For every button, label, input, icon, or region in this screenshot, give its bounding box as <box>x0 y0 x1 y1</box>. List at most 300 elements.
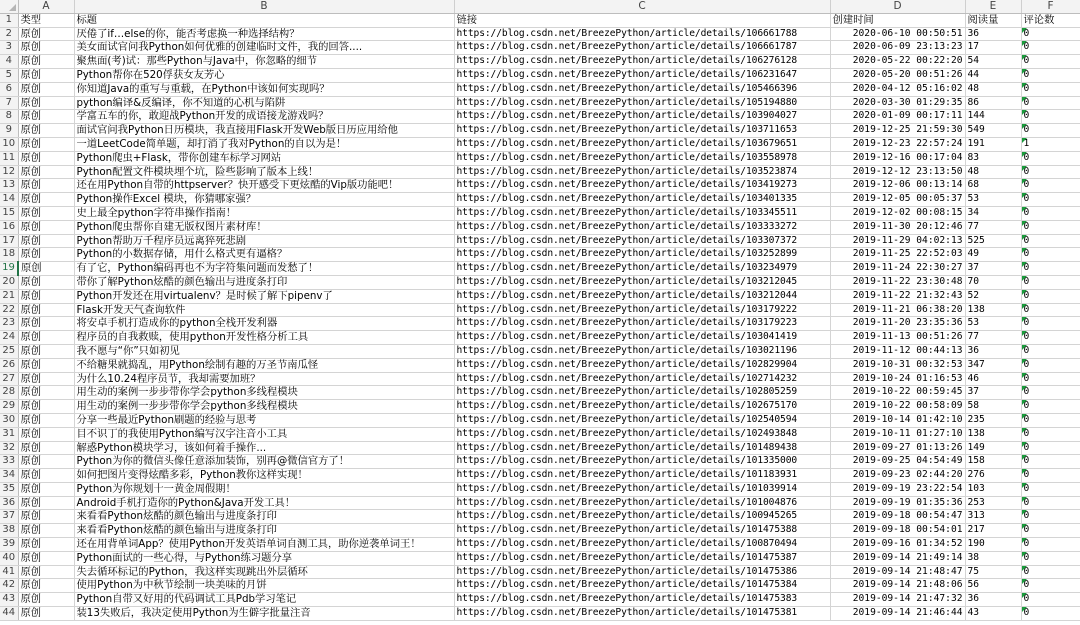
created-time-cell[interactable]: 2019-10-24 01:16:53 <box>830 372 965 386</box>
select-all-corner[interactable] <box>0 0 18 13</box>
read-count-cell[interactable]: 38 <box>965 551 1021 565</box>
created-time-cell[interactable]: 2019-10-22 00:59:45 <box>830 386 965 400</box>
created-time-cell[interactable]: 2019-12-16 00:17:04 <box>830 151 965 165</box>
read-count-cell[interactable]: 235 <box>965 413 1021 427</box>
read-count-cell[interactable]: 138 <box>965 427 1021 441</box>
read-count-cell[interactable]: 77 <box>965 331 1021 345</box>
title-cell[interactable]: 学富五车的你，敢迎战Python开发的成语接龙游戏吗？ <box>74 110 454 124</box>
type-cell[interactable]: 原创 <box>18 344 74 358</box>
link-cell[interactable]: https://blog.csdn.net/BreezePython/article/details/101475381 <box>454 607 830 621</box>
row-number[interactable]: 10 <box>0 137 18 151</box>
read-count-cell[interactable]: 53 <box>965 317 1021 331</box>
comment-count-cell[interactable]: 0 <box>1021 206 1080 220</box>
created-time-cell[interactable]: 2019-09-27 01:13:26 <box>830 441 965 455</box>
link-cell[interactable]: https://blog.csdn.net/BreezePython/article/details/105194880 <box>454 96 830 110</box>
link-cell[interactable]: https://blog.csdn.net/BreezePython/article/details/101335000 <box>454 455 830 469</box>
row-number[interactable]: 40 <box>0 551 18 565</box>
title-cell[interactable]: Python为你规划十一黄金周假期！ <box>74 482 454 496</box>
column-header-a[interactable]: A <box>18 0 74 13</box>
comment-count-cell[interactable]: 0 <box>1021 551 1080 565</box>
type-cell[interactable]: 原创 <box>18 524 74 538</box>
read-count-cell[interactable]: 48 <box>965 165 1021 179</box>
row-number[interactable]: 11 <box>0 151 18 165</box>
type-cell[interactable]: 原创 <box>18 68 74 82</box>
header-cell-title[interactable]: 标题 <box>74 13 454 27</box>
row-number[interactable]: 27 <box>0 372 18 386</box>
type-cell[interactable]: 原创 <box>18 289 74 303</box>
row-number[interactable]: 36 <box>0 496 18 510</box>
read-count-cell[interactable]: 190 <box>965 538 1021 552</box>
row-number[interactable]: 33 <box>0 455 18 469</box>
title-cell[interactable]: Python为你的微信头像任意添加装饰，别再@微信官方了！ <box>74 455 454 469</box>
type-cell[interactable]: 原创 <box>18 275 74 289</box>
title-cell[interactable]: 来看看Python炫酷的颜色输出与进度条打印 <box>74 510 454 524</box>
comment-count-cell[interactable]: 0 <box>1021 55 1080 69</box>
created-time-cell[interactable]: 2019-09-18 00:54:47 <box>830 510 965 524</box>
created-time-cell[interactable]: 2019-09-16 01:34:52 <box>830 538 965 552</box>
type-cell[interactable]: 原创 <box>18 607 74 621</box>
row-number[interactable]: 2 <box>0 27 18 41</box>
created-time-cell[interactable]: 2019-10-31 00:32:53 <box>830 358 965 372</box>
row-number[interactable]: 12 <box>0 165 18 179</box>
type-cell[interactable]: 原创 <box>18 55 74 69</box>
read-count-cell[interactable]: 525 <box>965 234 1021 248</box>
title-cell[interactable]: 来看看Python炫酷的颜色输出与进度条打印 <box>74 524 454 538</box>
row-number[interactable]: 44 <box>0 607 18 621</box>
read-count-cell[interactable]: 75 <box>965 565 1021 579</box>
comment-count-cell[interactable]: 0 <box>1021 538 1080 552</box>
read-count-cell[interactable]: 313 <box>965 510 1021 524</box>
title-cell[interactable]: 带你了解Python炫酷的颜色输出与进度条打印 <box>74 275 454 289</box>
title-cell[interactable]: Python爬虫帮你自建无版权图片素材库！ <box>74 220 454 234</box>
title-cell[interactable]: 解惑Python模块学习，该如何着手操作... <box>74 441 454 455</box>
link-cell[interactable]: https://blog.csdn.net/BreezePython/article/details/101475387 <box>454 551 830 565</box>
comment-count-cell[interactable]: 0 <box>1021 441 1080 455</box>
link-cell[interactable]: https://blog.csdn.net/BreezePython/article/details/105466396 <box>454 82 830 96</box>
comment-count-cell[interactable]: 0 <box>1021 386 1080 400</box>
type-cell[interactable]: 原创 <box>18 234 74 248</box>
created-time-cell[interactable]: 2020-03-30 01:29:35 <box>830 96 965 110</box>
link-cell[interactable]: https://blog.csdn.net/BreezePython/article/details/102714232 <box>454 372 830 386</box>
created-time-cell[interactable]: 2019-09-14 21:48:06 <box>830 579 965 593</box>
link-cell[interactable]: https://blog.csdn.net/BreezePython/article/details/103711653 <box>454 124 830 138</box>
created-time-cell[interactable]: 2020-01-09 00:17:11 <box>830 110 965 124</box>
title-cell[interactable]: 有了它，Python编码再也不为字符集问题而发愁了！ <box>74 262 454 276</box>
read-count-cell[interactable]: 43 <box>965 607 1021 621</box>
comment-count-cell[interactable]: 0 <box>1021 331 1080 345</box>
type-cell[interactable]: 原创 <box>18 151 74 165</box>
created-time-cell[interactable]: 2019-11-22 23:30:48 <box>830 275 965 289</box>
comment-count-cell[interactable]: 0 <box>1021 413 1080 427</box>
row-number[interactable]: 15 <box>0 206 18 220</box>
created-time-cell[interactable]: 2019-09-19 01:35:36 <box>830 496 965 510</box>
row-number[interactable]: 29 <box>0 400 18 414</box>
type-cell[interactable]: 原创 <box>18 551 74 565</box>
created-time-cell[interactable]: 2019-12-06 00:13:14 <box>830 179 965 193</box>
created-time-cell[interactable]: 2020-06-10 00:50:51 <box>830 27 965 41</box>
header-cell-created-time[interactable]: 创建时间 <box>830 13 965 27</box>
comment-count-cell[interactable]: 0 <box>1021 262 1080 276</box>
comment-count-cell[interactable]: 0 <box>1021 427 1080 441</box>
row-number[interactable]: 42 <box>0 579 18 593</box>
type-cell[interactable]: 原创 <box>18 372 74 386</box>
row-number[interactable]: 21 <box>0 289 18 303</box>
type-cell[interactable]: 原创 <box>18 262 74 276</box>
comment-count-cell[interactable]: 0 <box>1021 496 1080 510</box>
created-time-cell[interactable]: 2020-05-22 00:22:20 <box>830 55 965 69</box>
read-count-cell[interactable]: 158 <box>965 455 1021 469</box>
row-number[interactable]: 14 <box>0 193 18 207</box>
type-cell[interactable]: 原创 <box>18 303 74 317</box>
row-number[interactable]: 41 <box>0 565 18 579</box>
row-number[interactable]: 23 <box>0 317 18 331</box>
type-cell[interactable]: 原创 <box>18 165 74 179</box>
link-cell[interactable]: https://blog.csdn.net/BreezePython/article/details/103333272 <box>454 220 830 234</box>
type-cell[interactable]: 原创 <box>18 206 74 220</box>
type-cell[interactable]: 原创 <box>18 496 74 510</box>
link-cell[interactable]: https://blog.csdn.net/BreezePython/article/details/103234979 <box>454 262 830 276</box>
type-cell[interactable]: 原创 <box>18 386 74 400</box>
title-cell[interactable]: 分享一些最近Python刷题的经验与思考 <box>74 413 454 427</box>
created-time-cell[interactable]: 2019-09-19 23:22:54 <box>830 482 965 496</box>
read-count-cell[interactable]: 77 <box>965 220 1021 234</box>
title-cell[interactable]: 一道LeetCode简单题，却打消了我对Python的自以为是！ <box>74 137 454 151</box>
type-cell[interactable]: 原创 <box>18 455 74 469</box>
comment-count-cell[interactable]: 0 <box>1021 400 1080 414</box>
row-number[interactable]: 18 <box>0 248 18 262</box>
link-cell[interactable]: https://blog.csdn.net/BreezePython/article/details/100945265 <box>454 510 830 524</box>
row-number[interactable]: 22 <box>0 303 18 317</box>
row-number[interactable]: 4 <box>0 55 18 69</box>
row-number[interactable]: 43 <box>0 593 18 607</box>
read-count-cell[interactable]: 103 <box>965 482 1021 496</box>
type-cell[interactable]: 原创 <box>18 469 74 483</box>
title-cell[interactable]: 程序员的自我救赎，使用python开发性格分析工具 <box>74 331 454 345</box>
link-cell[interactable]: https://blog.csdn.net/BreezePython/article/details/103904027 <box>454 110 830 124</box>
type-cell[interactable]: 原创 <box>18 317 74 331</box>
read-count-cell[interactable]: 138 <box>965 303 1021 317</box>
read-count-cell[interactable]: 52 <box>965 289 1021 303</box>
comment-count-cell[interactable]: 0 <box>1021 68 1080 82</box>
link-cell[interactable]: https://blog.csdn.net/BreezePython/article/details/101475386 <box>454 565 830 579</box>
type-cell[interactable]: 原创 <box>18 41 74 55</box>
created-time-cell[interactable]: 2020-05-20 00:51:26 <box>830 68 965 82</box>
comment-count-cell[interactable]: 0 <box>1021 234 1080 248</box>
comment-count-cell[interactable]: 0 <box>1021 124 1080 138</box>
comment-count-cell[interactable]: 0 <box>1021 41 1080 55</box>
read-count-cell[interactable]: 68 <box>965 179 1021 193</box>
link-cell[interactable]: https://blog.csdn.net/BreezePython/article/details/106661788 <box>454 27 830 41</box>
created-time-cell[interactable]: 2019-11-21 06:38:20 <box>830 303 965 317</box>
link-cell[interactable]: https://blog.csdn.net/BreezePython/article/details/102829904 <box>454 358 830 372</box>
link-cell[interactable]: https://blog.csdn.net/BreezePython/article/details/106231647 <box>454 68 830 82</box>
created-time-cell[interactable]: 2020-06-09 23:13:23 <box>830 41 965 55</box>
link-cell[interactable]: https://blog.csdn.net/BreezePython/article/details/101039914 <box>454 482 830 496</box>
comment-count-cell[interactable]: 1 <box>1021 137 1080 151</box>
link-cell[interactable]: https://blog.csdn.net/BreezePython/article/details/101183931 <box>454 469 830 483</box>
column-header-c[interactable]: C <box>454 0 830 13</box>
title-cell[interactable]: Python面试的一些心得，与Python练习题分享 <box>74 551 454 565</box>
link-cell[interactable]: https://blog.csdn.net/BreezePython/article/details/103212044 <box>454 289 830 303</box>
read-count-cell[interactable]: 347 <box>965 358 1021 372</box>
title-cell[interactable]: 用生动的案例一步步带你学会python多线程模块 <box>74 386 454 400</box>
type-cell[interactable]: 原创 <box>18 82 74 96</box>
link-cell[interactable]: https://blog.csdn.net/BreezePython/article/details/103179222 <box>454 303 830 317</box>
title-cell[interactable]: 不给糖果就捣乱，用Python绘制有趣的万圣节南瓜怪 <box>74 358 454 372</box>
created-time-cell[interactable]: 2019-11-30 20:12:46 <box>830 220 965 234</box>
type-cell[interactable]: 原创 <box>18 400 74 414</box>
link-cell[interactable]: https://blog.csdn.net/BreezePython/article/details/101475384 <box>454 579 830 593</box>
comment-count-cell[interactable]: 0 <box>1021 524 1080 538</box>
created-time-cell[interactable]: 2019-12-12 23:13:50 <box>830 165 965 179</box>
column-header-e[interactable]: E <box>965 0 1021 13</box>
read-count-cell[interactable]: 36 <box>965 27 1021 41</box>
comment-count-cell[interactable]: 0 <box>1021 358 1080 372</box>
type-cell[interactable]: 原创 <box>18 565 74 579</box>
created-time-cell[interactable]: 2019-09-25 04:54:49 <box>830 455 965 469</box>
created-time-cell[interactable]: 2019-09-14 21:49:14 <box>830 551 965 565</box>
link-cell[interactable]: https://blog.csdn.net/BreezePython/article/details/102805259 <box>454 386 830 400</box>
created-time-cell[interactable]: 2019-11-29 04:02:13 <box>830 234 965 248</box>
title-cell[interactable]: Python帮助万千程序员远离猝死悲剧 <box>74 234 454 248</box>
row-number[interactable]: 7 <box>0 96 18 110</box>
row-number[interactable]: 38 <box>0 524 18 538</box>
type-cell[interactable]: 原创 <box>18 193 74 207</box>
title-cell[interactable]: Flask开发天气查询软件 <box>74 303 454 317</box>
type-cell[interactable]: 原创 <box>18 27 74 41</box>
type-cell[interactable]: 原创 <box>18 124 74 138</box>
read-count-cell[interactable]: 44 <box>965 68 1021 82</box>
type-cell[interactable]: 原创 <box>18 441 74 455</box>
created-time-cell[interactable]: 2019-12-25 21:59:30 <box>830 124 965 138</box>
column-header-d[interactable]: D <box>830 0 965 13</box>
row-number[interactable]: 17 <box>0 234 18 248</box>
type-cell[interactable]: 原创 <box>18 331 74 345</box>
read-count-cell[interactable]: 149 <box>965 441 1021 455</box>
read-count-cell[interactable]: 86 <box>965 96 1021 110</box>
title-cell[interactable]: 如何把图片变得炫酷多彩，Python教你这样实现！ <box>74 469 454 483</box>
header-cell-link[interactable]: 链接 <box>454 13 830 27</box>
comment-count-cell[interactable]: 0 <box>1021 482 1080 496</box>
link-cell[interactable]: https://blog.csdn.net/BreezePython/article/details/101475388 <box>454 524 830 538</box>
title-cell[interactable]: Python爬虫+Flask，带你创建车标学习网站 <box>74 151 454 165</box>
created-time-cell[interactable]: 2019-10-22 00:58:09 <box>830 400 965 414</box>
link-cell[interactable]: https://blog.csdn.net/BreezePython/article/details/100870494 <box>454 538 830 552</box>
link-cell[interactable]: https://blog.csdn.net/BreezePython/article/details/103419273 <box>454 179 830 193</box>
row-number[interactable]: 31 <box>0 427 18 441</box>
link-cell[interactable]: https://blog.csdn.net/BreezePython/article/details/103523874 <box>454 165 830 179</box>
title-cell[interactable]: 装13失败后，我决定使用Python为生僻字批量注音 <box>74 607 454 621</box>
read-count-cell[interactable]: 191 <box>965 137 1021 151</box>
read-count-cell[interactable]: 54 <box>965 55 1021 69</box>
type-cell[interactable]: 原创 <box>18 96 74 110</box>
row-number[interactable]: 28 <box>0 386 18 400</box>
title-cell[interactable]: 目不识丁的我使用Python编写汉字注音小工具 <box>74 427 454 441</box>
title-cell[interactable]: Python的小数据存储，用什么格式更有逼格？ <box>74 248 454 262</box>
title-cell[interactable]: 聚焦面(考)试：那些Python与Java中，你忽略的细节 <box>74 55 454 69</box>
comment-count-cell[interactable]: 0 <box>1021 275 1080 289</box>
row-number[interactable]: 37 <box>0 510 18 524</box>
link-cell[interactable]: https://blog.csdn.net/BreezePython/article/details/103252899 <box>454 248 830 262</box>
title-cell[interactable]: python编译&反编译，你不知道的心机与陷阱 <box>74 96 454 110</box>
link-cell[interactable]: https://blog.csdn.net/BreezePython/article/details/103679651 <box>454 137 830 151</box>
comment-count-cell[interactable]: 0 <box>1021 96 1080 110</box>
comment-count-cell[interactable]: 0 <box>1021 220 1080 234</box>
row-number[interactable]: 34 <box>0 469 18 483</box>
read-count-cell[interactable]: 36 <box>965 593 1021 607</box>
row-number[interactable]: 24 <box>0 331 18 345</box>
title-cell[interactable]: 你知道Java的重写与重载，在Python中该如何实现吗？ <box>74 82 454 96</box>
read-count-cell[interactable]: 217 <box>965 524 1021 538</box>
comment-count-cell[interactable]: 0 <box>1021 344 1080 358</box>
row-number[interactable]: 20 <box>0 275 18 289</box>
title-cell[interactable]: 为什么10.24程序员节，我却需要加班？ <box>74 372 454 386</box>
comment-count-cell[interactable]: 0 <box>1021 110 1080 124</box>
title-cell[interactable]: 还在用背单词App？使用Python开发英语单词自测工具，助你逆袭单词王！ <box>74 538 454 552</box>
link-cell[interactable]: https://blog.csdn.net/BreezePython/article/details/101004876 <box>454 496 830 510</box>
comment-count-cell[interactable]: 0 <box>1021 510 1080 524</box>
title-cell[interactable]: 将安卓手机打造成你的python全栈开发利器 <box>74 317 454 331</box>
title-cell[interactable]: Python配置文件模块埋个坑，险些影响了版本上线！ <box>74 165 454 179</box>
read-count-cell[interactable]: 58 <box>965 400 1021 414</box>
link-cell[interactable]: https://blog.csdn.net/BreezePython/article/details/103307372 <box>454 234 830 248</box>
type-cell[interactable]: 原创 <box>18 427 74 441</box>
created-time-cell[interactable]: 2019-09-14 21:46:44 <box>830 607 965 621</box>
type-cell[interactable]: 原创 <box>18 593 74 607</box>
read-count-cell[interactable]: 253 <box>965 496 1021 510</box>
read-count-cell[interactable]: 48 <box>965 82 1021 96</box>
comment-count-cell[interactable]: 0 <box>1021 593 1080 607</box>
created-time-cell[interactable]: 2019-09-23 02:44:20 <box>830 469 965 483</box>
created-time-cell[interactable]: 2019-12-05 00:05:37 <box>830 193 965 207</box>
link-cell[interactable]: https://blog.csdn.net/BreezePython/article/details/101489438 <box>454 441 830 455</box>
comment-count-cell[interactable]: 0 <box>1021 579 1080 593</box>
read-count-cell[interactable]: 37 <box>965 386 1021 400</box>
link-cell[interactable]: https://blog.csdn.net/BreezePython/article/details/106276128 <box>454 55 830 69</box>
link-cell[interactable]: https://blog.csdn.net/BreezePython/article/details/103401335 <box>454 193 830 207</box>
created-time-cell[interactable]: 2019-09-14 21:48:47 <box>830 565 965 579</box>
comment-count-cell[interactable]: 0 <box>1021 317 1080 331</box>
row-number[interactable]: 35 <box>0 482 18 496</box>
created-time-cell[interactable]: 2019-10-14 01:42:10 <box>830 413 965 427</box>
row-number[interactable]: 30 <box>0 413 18 427</box>
comment-count-cell[interactable]: 0 <box>1021 289 1080 303</box>
read-count-cell[interactable]: 549 <box>965 124 1021 138</box>
title-cell[interactable]: 用生动的案例一步步带你学会python多线程模块 <box>74 400 454 414</box>
link-cell[interactable]: https://blog.csdn.net/BreezePython/article/details/102675170 <box>454 400 830 414</box>
read-count-cell[interactable]: 49 <box>965 248 1021 262</box>
created-time-cell[interactable]: 2019-11-13 00:51:26 <box>830 331 965 345</box>
title-cell[interactable]: Python自带又好用的代码调试工具Pdb学习笔记 <box>74 593 454 607</box>
row-number[interactable]: 39 <box>0 538 18 552</box>
created-time-cell[interactable]: 2019-12-02 00:08:15 <box>830 206 965 220</box>
link-cell[interactable]: https://blog.csdn.net/BreezePython/article/details/103021196 <box>454 344 830 358</box>
row-number[interactable]: 8 <box>0 110 18 124</box>
row-number[interactable]: 32 <box>0 441 18 455</box>
row-number[interactable]: 6 <box>0 82 18 96</box>
type-cell[interactable]: 原创 <box>18 510 74 524</box>
link-cell[interactable]: https://blog.csdn.net/BreezePython/article/details/102540594 <box>454 413 830 427</box>
comment-count-cell[interactable]: 0 <box>1021 151 1080 165</box>
comment-count-cell[interactable]: 0 <box>1021 303 1080 317</box>
type-cell[interactable]: 原创 <box>18 137 74 151</box>
read-count-cell[interactable]: 70 <box>965 275 1021 289</box>
title-cell[interactable]: 史上最全python字符串操作指南！ <box>74 206 454 220</box>
created-time-cell[interactable]: 2019-11-12 00:44:13 <box>830 344 965 358</box>
created-time-cell[interactable]: 2019-09-14 21:47:32 <box>830 593 965 607</box>
link-cell[interactable]: https://blog.csdn.net/BreezePython/article/details/103212045 <box>454 275 830 289</box>
created-time-cell[interactable]: 2019-12-23 22:57:24 <box>830 137 965 151</box>
comment-count-cell[interactable]: 0 <box>1021 248 1080 262</box>
link-cell[interactable]: https://blog.csdn.net/BreezePython/article/details/103179223 <box>454 317 830 331</box>
comment-count-cell[interactable]: 0 <box>1021 372 1080 386</box>
created-time-cell[interactable]: 2019-11-20 23:35:36 <box>830 317 965 331</box>
read-count-cell[interactable]: 46 <box>965 372 1021 386</box>
column-header-f[interactable]: F <box>1021 0 1080 13</box>
comment-count-cell[interactable]: 0 <box>1021 82 1080 96</box>
type-cell[interactable]: 原创 <box>18 110 74 124</box>
row-number[interactable]: 3 <box>0 41 18 55</box>
read-count-cell[interactable]: 56 <box>965 579 1021 593</box>
link-cell[interactable]: https://blog.csdn.net/BreezePython/article/details/103558978 <box>454 151 830 165</box>
type-cell[interactable]: 原创 <box>18 179 74 193</box>
type-cell[interactable]: 原创 <box>18 579 74 593</box>
row-number[interactable]: 19 <box>0 262 18 276</box>
comment-count-cell[interactable]: 0 <box>1021 27 1080 41</box>
created-time-cell[interactable]: 2019-11-24 22:30:27 <box>830 262 965 276</box>
comment-count-cell[interactable]: 0 <box>1021 469 1080 483</box>
type-cell[interactable]: 原创 <box>18 248 74 262</box>
title-cell[interactable]: 失去循环标记的Python，我这样实现跳出外层循环 <box>74 565 454 579</box>
title-cell[interactable]: 美女面试官问我Python如何优雅的创建临时文件，我的回答.... <box>74 41 454 55</box>
title-cell[interactable]: 我不愿与“你”只如初见 <box>74 344 454 358</box>
comment-count-cell[interactable]: 0 <box>1021 179 1080 193</box>
created-time-cell[interactable]: 2019-11-22 21:32:43 <box>830 289 965 303</box>
title-cell[interactable]: Python帮你在520俘获女友芳心 <box>74 68 454 82</box>
created-time-cell[interactable]: 2020-04-12 05:16:02 <box>830 82 965 96</box>
title-cell[interactable]: 面试官问我Python日历模块，我直接用Flask开发Web版日历应用给他 <box>74 124 454 138</box>
read-count-cell[interactable]: 83 <box>965 151 1021 165</box>
title-cell[interactable]: 使用Python为中秋节绘制一块美味的月饼 <box>74 579 454 593</box>
comment-count-cell[interactable]: 0 <box>1021 193 1080 207</box>
row-number[interactable]: 16 <box>0 220 18 234</box>
row-number[interactable]: 25 <box>0 344 18 358</box>
read-count-cell[interactable]: 17 <box>965 41 1021 55</box>
link-cell[interactable]: https://blog.csdn.net/BreezePython/article/details/101475383 <box>454 593 830 607</box>
row-number[interactable]: 26 <box>0 358 18 372</box>
comment-count-cell[interactable]: 0 <box>1021 565 1080 579</box>
read-count-cell[interactable]: 36 <box>965 344 1021 358</box>
column-header-b[interactable]: B <box>74 0 454 13</box>
created-time-cell[interactable]: 2019-10-11 01:27:10 <box>830 427 965 441</box>
row-number[interactable]: 1 <box>0 13 18 27</box>
title-cell[interactable]: 还在用Python自带的httpserver？快开感受下更炫酷的Vip版功能吧！ <box>74 179 454 193</box>
title-cell[interactable]: Python开发还在用virtualenv？是时候了解下pipenv了 <box>74 289 454 303</box>
title-cell[interactable]: 厌倦了if…else的你，能否考虑换一种选择结构？ <box>74 27 454 41</box>
comment-count-cell[interactable]: 0 <box>1021 165 1080 179</box>
row-number[interactable]: 5 <box>0 68 18 82</box>
link-cell[interactable]: https://blog.csdn.net/BreezePython/article/details/103041419 <box>454 331 830 345</box>
type-cell[interactable]: 原创 <box>18 482 74 496</box>
link-cell[interactable]: https://blog.csdn.net/BreezePython/article/details/106661787 <box>454 41 830 55</box>
comment-count-cell[interactable]: 0 <box>1021 455 1080 469</box>
link-cell[interactable]: https://blog.csdn.net/BreezePython/article/details/103345511 <box>454 206 830 220</box>
title-cell[interactable]: Android手机打造你的Python&Java开发工具！ <box>74 496 454 510</box>
header-cell-read-count[interactable]: 阅读量 <box>965 13 1021 27</box>
type-cell[interactable]: 原创 <box>18 358 74 372</box>
row-number[interactable]: 13 <box>0 179 18 193</box>
comment-count-cell[interactable]: 0 <box>1021 607 1080 621</box>
